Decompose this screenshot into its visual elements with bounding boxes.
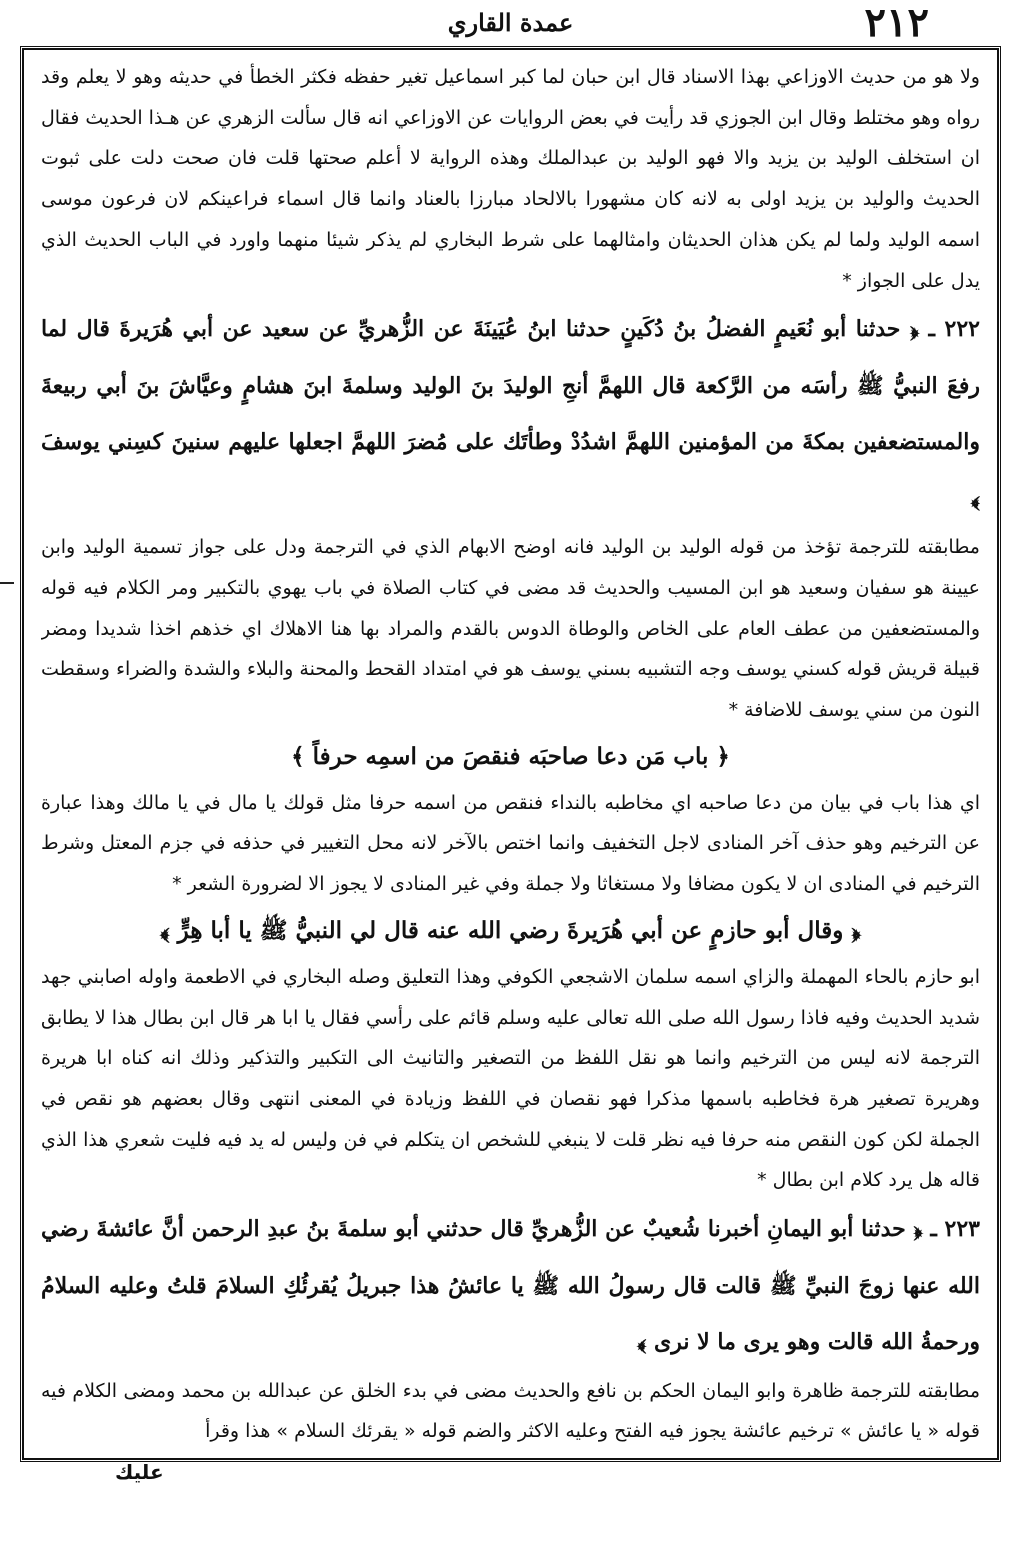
text-frame [20,46,1001,1462]
chapter-heading: ﴿ باب مَن دعا صاحبَه فنقصَ من اسمِه حرفاً ﴾ [291,742,730,770]
hadith-222: ٢٢٢ ـ ﴿ حدثنا أبو نُعَيمٍ الفضلُ بنُ دُكَينٍ حدثنا ابنُ عُيَينَةَ عن الزُّهريِّ عن سعيد عن أبي هُرَيرةَ قال لما رفعَ النبيُّ ﷺ رأسَه من الرَّكعة قال اللهمَّ أنجِ الوليدَ بنَ الوليد وسلمةَ ابنَ هشامٍ وعيَّاشَ بنَ أبي ربيعةَ والمستضعفين بمكةَ من المؤمنين اللهمَّ اشدُدْ وطأتَك على مُضرَ اللهمَّ اجعلها عليهم سنينَ كسِني يوسفَ ﴾ [41,316,980,512]
narration-heading: ﴿ وقال أبو حازمٍ عن أبي هُرَيرةَ رضي الله عنه قال لي النبيُّ ﷺ يا أبا هِرٍّ ﴾ [160,916,861,944]
commentary-paragraph: مطابقته للترجمة تؤخذ من قوله الوليد بن الوليد فانه اوضح الابهام الذي في الترجمة ودل على جواز تسمية الوليد وابن عيينة هو سفيان وسعيد هو ابن المسيب والحديث قد مضى في كتاب الصلاة في باب يهوي بالتكبير ومر الكلام فيه قوله والمستضعفين من عطف العام على الخاص والوطاة الدوس بالقدم والمراد بها هنا الاهلاك اي خذهم اخذا شديدا ومضر قبيلة قريش قوله كسني يوسف وجه التشبيه بسني يوسف هو في امتداد القحط والمحنة والبلاء والشدة والضراء وسقطت النون من سني يوسف للاضافة * [41,536,980,722]
page-number: ٢١٢ [864,0,929,46]
commentary-paragraph: ابو حازم بالحاء المهملة والزاي اسمه سلمان الاشجعي الكوفي وهذا التعليق وصله البخاري في الاطعمة واوله اصابني جهد شديد الحديث وفيه فاذا رسول الله صلى الله تعالى عليه وسلم قائم على رأسي فقال يا ابا هر قال ابن بطال هذا لا يطابق الترجمة لانه ليس من الترخيم وانما هو نقل اللفظ من التصغير والتانيث الى التكبير والتذكير وذلك انه كناه ابا هريرة وهريرة تصغير هرة فخاطبه باسمها مذكرا فهو نقصان في اللفظ وزيادة في المعنى انتهى وقال بعضهم هو نقص في الجملة لكن كون النقص منه حرفا فيه نظر قلت لا ينبغي للشخص ان يتكلم في فن وليس له يد فيه فليت شعري هذا الذي قاله هل يرد كلام ابن بطال * [41,965,980,1192]
hadith-223: ٢٢٣ ـ ﴿ حدثنا أبو اليمانِ أخبرنا شُعيبٌ عن الزُّهريِّ قال حدثني أبو سلمةَ بنُ عبدِ الرحمن أنَّ عائشةَ رضي الله عنها زوجَ النبيِّ ﷺ قالت قال رسولُ الله ﷺ يا عائشُ هذا جبريلُ يُقرئُكِ السلامَ قلتُ وعليه السلامُ ورحمةُ الله قالت وهو يرى ما لا نرى ﴾ [41,1216,980,1356]
catchword: عليك [115,1460,164,1484]
page-header [40,0,981,46]
commentary-paragraph: اي هذا باب في بيان من دعا صاحبه اي مخاطبه بالنداء فنقص من اسمه حرفا مثل قولك يا مال في يا مالك وهذا عبارة عن الترخيم وهو حذف آخر المنادى لاجل التخفيف وانما اختص بالآخر لانه محل التغيير في حذفه في جزم المعتل وشرط الترخيم في المنادى ان لا يكون مضافا ولا مستغاثا ولا جملة وفي غير المنادى لا يجوز الا لضرورة الشعر * [41,791,980,896]
margin-mark [0,582,14,584]
commentary-paragraph: مطابقته للترجمة ظاهرة وابو اليمان الحكم بن نافع والحديث مضى في بدء الخلق عن عبدالله بن محمد ومضى الكلام فيه قوله « يا عائش » ترخيم عائشة يجوز فيه الفتح وعليه الاكثر والضم قوله « يقرئك السلام » هذا وقرأ [41,1379,980,1443]
commentary-paragraph: ولا هو من حديث الاوزاعي بهذا الاسناد قال ابن حبان لما كبر اسماعيل تغير حفظه فكثر الخطأ في حديثه وهو لا يعلم وقد رواه وهو مختلط وقال ابن الجوزي قد رأيت في بعض الروايات عن الاوزاعي انه قال سألت الزهري عن هـذا الحديث فقال ان استخلف الوليد بن يزيد والا فهو الوليد بن عبدالملك وهذه الرواية لا أعلم صحتها قلت فان صحت دلت على ثبوت الحديث والوليد بن يزيد اولى به لانه كان مشهورا بالالحاد مبارزا بالعناد وانما قال اسماء فراعينكم لان فرعون موسى اسمه الوليد ولما لم يكن هذان الحديثان وامثالهما على شرط البخاري لم يذكر شيئا منهما واورد في الباب الحديث الذي يدل على الجواز * [41,66,980,292]
running-title: عمدة القاري [447,8,574,37]
page-body [41,57,980,1451]
